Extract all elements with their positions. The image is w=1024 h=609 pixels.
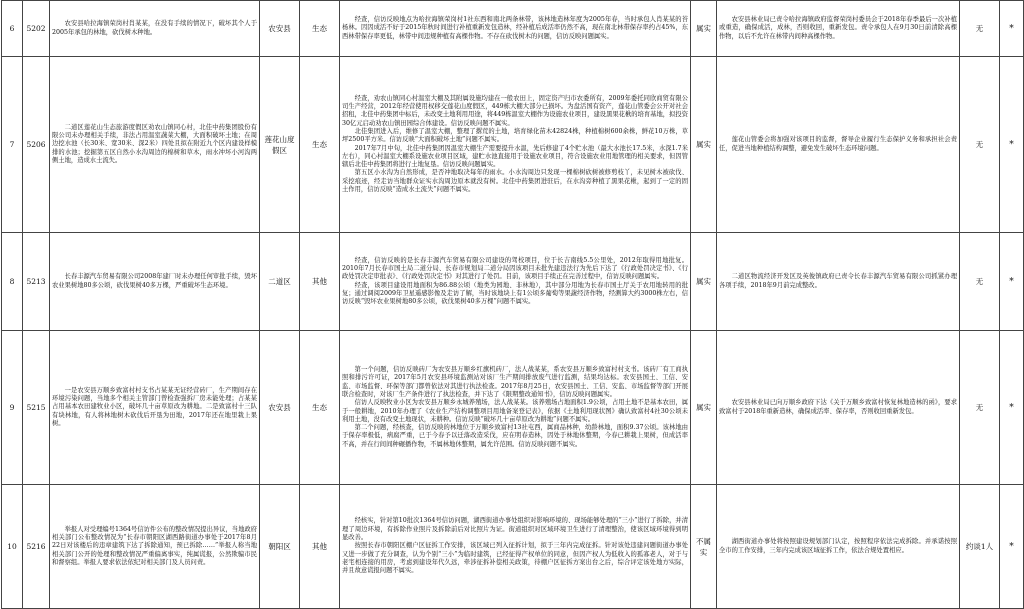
accountability: 约谈1人	[960, 485, 1000, 609]
pollution-type: 生态	[300, 1, 340, 57]
investigation-finding	[340, 233, 691, 331]
paragraph: 莲花山管委会将加强对该项目的监督，督导企业履行生态保护义务和承担社会责任，促进当地种植结构调整，避免发生破坏生态环境问题。	[719, 136, 957, 152]
district: 农安县	[260, 1, 300, 57]
paragraph: 农安县林业局已责令哈拉海镇政府监督荣岗村委员会于2018年春季最后一次补植或重造，确保成活，成林，否则收回，重新发包。责令承包人在9月30日前清除高棵作物，以后不允许在林带内间种高棵作物。	[719, 16, 957, 40]
complaint-id: 5215	[23, 331, 50, 485]
pollution-type: 生态	[300, 331, 340, 485]
row-number: 9	[2, 331, 23, 485]
paragraph: 经查，劝农山镇同心村温室大棚及其附属设施均建在一般农田上，固定资产归市农委所有，2009年委托同欣商贸有限公司生产经营，2012年经营使用权移交莲花山度假区，449栋大棚大部分已损坏。为盘活国有资产，莲花山管委会公开对社会招租，北佳中药集团中标后，未改变土地利用用途，将449栋温室大棚作为设施农业项目，建设黑果花楸的培育基地，拟投资30亿元启动劝农山镇田园综合体建设。信访反映问题不属实。	[342, 94, 688, 127]
star-mark: *	[1000, 1, 1024, 57]
paragraph: 第五区小水沟为自然形成，是否冲地取决每年的雨水。小水沟周边只发现一棵棉树砍树被修剪枝丫，未见树木被砍伐、采挖痕迹，经走访当地群众证实水沟周边原本就没有树。北佳中药集团进驻后，在水沟旁种植了黑果花楸，起到了一定的固土作用，信访反映“造成水土流失”问题不属实。	[342, 169, 688, 193]
pollution-type: 其他	[300, 233, 340, 331]
handling-result	[717, 485, 960, 609]
district: 农安县	[260, 331, 300, 485]
paragraph: 第二个问题，经核查，信访反映的林地位于万顺乡致富村13社屯西，属商品林种，幼龄林地，面积9.37公顷。该林地由于保存率极低，病腐严重，已于今春予以迁落改造采伐，应在明春造林，因处于林地休整期，今春已耕栽上果树，但成活率不高，并在行间间种碾播作物，不属林地休整期，属允许范围。信访反映问题不属实。	[342, 424, 688, 448]
pollution-type: 生态	[300, 57, 340, 233]
district: 二道区	[260, 233, 300, 331]
paragraph: 信访人反映牧业小区为农安县万顺乡永城养殖场，法人战某某。该养殖场占地面积1.9公顷，占用土地不是基本农田，属于一般耕地，2010年办理了《农业生产结构调整项目用地备案登记表》，依据《土地利用现状图》确认致富村4社30公顷未利用土地，没有改变土地现状，未耕种。信访反映“破坏几十亩草原改为耕地”问题不属实。	[342, 399, 688, 423]
paragraph: 经核实，针对第10批次1364号信访问题，湖西街道办事处组织对影响环境的、现场能够处理的“三小”进行了拆除，并清理了周边环境，有拆除作业照片及拆除前后对比照片为证。街道组织对区域环境卫生进行了清理整治，使该区域环境得到明显改善。	[342, 517, 688, 542]
paragraph: 经查，信访反映地点为哈拉海镇荣岗村1社东西和南北两条林带，该林地造林年度为2005年春，当时承包人肖某某的苔杨林。因因成活不好于2015年秋时间进行补植重新发包造林，经补植后成活率仍然不高，现在南北林带保存率约占45%，东西林带保存率更低，林带中间违规种植有高棵作物。不存在砍伐树木的问题，信访反映问题属实。	[342, 16, 688, 40]
complaint-id: 5216	[23, 485, 50, 609]
district: 莲花山度假区	[260, 57, 300, 233]
verified-flag: 属实	[691, 1, 717, 57]
accountability: 无	[960, 331, 1000, 485]
table-row	[2, 233, 1024, 331]
investigation-finding	[340, 331, 691, 485]
paragraph: 按照长春市朝阳区棚户区征拆工作安排，该区域已列入征拆计划，拟于三年内完成征拆。针对该处违建问题街道办事处又进一步做了充分调查，认为个别“三小”为临时建筑，已经征得产权单位的同意，但因产权人为低收入的孤寡老人，对于与老宅相连接的用房，考虑到建设年代久远，牵涉征拆补偿相关政策，待棚户区征拆方案出台之后，综合评定该处地方实际，并且故意谎报问题不属实。	[342, 542, 688, 575]
investigation-finding	[340, 1, 691, 57]
district: 朝阳区	[260, 485, 300, 609]
paragraph: 第一个问题，信访反映砖厂为农安县万顺乡红旗机砖厂，法人战某某，系农安县万顺乡致富村村支书。该砖厂有工商执照和排污许可证，2017年5月农安县环境监测站对该厂生产期间排放废气进行监测，结果均达标。农安县国土、工信、安监、市场监督、环保等部门都曾依法对其进行执法检查。2017年8月25日，农安县国土、工信、安监、市场监督等部门开展联合检查时，对该厂生产条件进行了执法检查，并下达了《限期整改通知书》，信访反映问题属实。	[342, 366, 688, 398]
complaint-id: 5202	[23, 1, 50, 57]
complaint-content: 二道区莲花山生态旅游度假区劝农山镇同心村，北佳中药集团股份有限公司未办理相关手续，非法占用温室蔬菜大棚，大面积破坏土地；在周边挖水池（长30米、宽30米、深2米）四处且拟在附近九个区内建设样模排的水池；挖掘第五区自然小水沟周边的棉树和草木，雨水冲坏小河沟两侧土地，造成水土流失。	[50, 57, 260, 233]
row-number: 8	[2, 233, 23, 331]
accountability: 无	[960, 57, 1000, 233]
accountability: 无	[960, 1, 1000, 57]
paragraph: 湖西街道办事处将按照建设规划部门认定，按照程序依法完成拆除。并承诺按照全市的工作安排，三年内完成该区域征拆工作，依法合规处置相应。	[719, 538, 957, 554]
verified-flag: 属实	[691, 233, 717, 331]
star-mark: *	[1000, 485, 1024, 609]
table-body	[2, 1, 1024, 609]
accountability: 无	[960, 233, 1000, 331]
star-mark: *	[1000, 57, 1024, 233]
paragraph: 2017年7月中旬，北佳中药集团因温室大棚生产需要提升水温，先后修建了4个贮水池（最大水池长17.5米，水深1.7米左右），同心村温室大棚系设施农业项目区域，建贮水池直接用于设施农业项目，符合设施农业用地管理的相关要求，但因管辖后北佳中药集团将进行土地复垦。信访反映问题属实。	[342, 144, 688, 169]
star-mark: *	[1000, 331, 1024, 485]
pollution-type: 其他	[300, 485, 340, 609]
handling-result	[717, 233, 960, 331]
star-mark: *	[1000, 233, 1024, 331]
paragraph: 二道区物流经济开发区及英俊镇政府已责令长春丰源汽车贸易有限公司抓紧办理各项手续，2018年9月前完成整改。	[719, 273, 957, 289]
paragraph: 经查，信访反映的是长春丰源汽车贸易有限公司建设的驾校项目，位于长吉南线5.5公里处，2012年取得用地批复。2010年7月长春市国土局二道分局、长春市规划局二道分局因该项目未批先建违法行为先后下达了《行政处罚决定书》、《行政处罚决定审批表》、《行政处罚决定书》对其进行了处罚。目前，该项目手续正在完善过程中，信访反映问题属实。	[342, 256, 688, 281]
handling-result	[717, 57, 960, 233]
complaint-id: 5206	[23, 57, 50, 233]
handling-result	[717, 1, 960, 57]
row-number: 6	[2, 1, 23, 57]
investigation-finding	[340, 485, 691, 609]
paragraph: 农安县林业局已向万顺乡政府下达《关于万顺乡致富村恢复林地造林的函》，要求致富村于2018年重新造林，确保成活率、保存率，否则收回重新发包。	[719, 399, 957, 415]
complaint-table	[1, 0, 1024, 609]
investigation-finding	[340, 57, 691, 233]
handling-result	[717, 331, 960, 485]
complaint-content: 农安县哈拉海镇荣岗村肖某某，在没有手续的情况下，破坏其个人于2005年承包的林地，砍伐树木种地。	[50, 1, 260, 57]
table-row	[2, 57, 1024, 233]
complaint-content: 长春丰源汽车贸易有限公司2008年建厂时未办理任何审批手续，毁坏农业果树地80多公顷，砍伐果树40多万棵，严重破坏生态环境。	[50, 233, 260, 331]
row-number: 7	[2, 57, 23, 233]
table-row	[2, 331, 1024, 485]
complaint-content: 举报人对受理编号1364号信访件公布的整改情况提出异议，当地政府相关部门公布整改情况为“长春市朝阳区湖西路街道办事处于2017年8月22日对该楼后的违章建筑下达了拆除通知，预已拆除……”举报人称当地相关部门公开的处理和整改情况严重偏离事实，纯属谎报，公然欺骗市民和督察组。举报人要求依法依纪对相关部门及人员问责。	[50, 485, 260, 609]
complaint-content: 一是农安县万顺乡致富村村支书占某某无证经营砖厂，生产期间存在环境污染问题，当地多个相关主管部门曾检查强拆厂房未能处理；占某某占用基本农田建牧业小区，破坏几十亩草原改为耕地。二是致富村十三队有块林地，有人将林地树木砍伐后开垦为田地，2017年还在地里栽上果树。	[50, 331, 260, 485]
paragraph: 经查，该项目建设用地面积为86.88公顷（地类为园地、非林地），其中部分用地为长春市国土厅关于农用地转用的批复；通过调阅2009年卫星遥感影像及走访了解，当时该地块上有1公顷多葡萄等果蔬经济作物，经测算大约3000株左右，信访反映“毁坏农业果树地80多公顷，砍伐果树40多万棵”问题不属实。	[342, 281, 688, 306]
verified-flag: 属实	[691, 331, 717, 485]
table-row	[2, 1, 1024, 57]
verified-flag: 不属实	[691, 485, 717, 609]
table-row	[2, 485, 1024, 609]
paragraph: 北佳集团进入后，维修了温室大棚，整理了撂荒的土地，培育绿化苗木42824株，种植棉树600余株，鲜花10万株，草坪2500平方米。信访反映“大面积破坏土地”问题不属实。	[342, 127, 688, 144]
complaint-id: 5213	[23, 233, 50, 331]
row-number: 10	[2, 485, 23, 609]
verified-flag: 属实	[691, 57, 717, 233]
